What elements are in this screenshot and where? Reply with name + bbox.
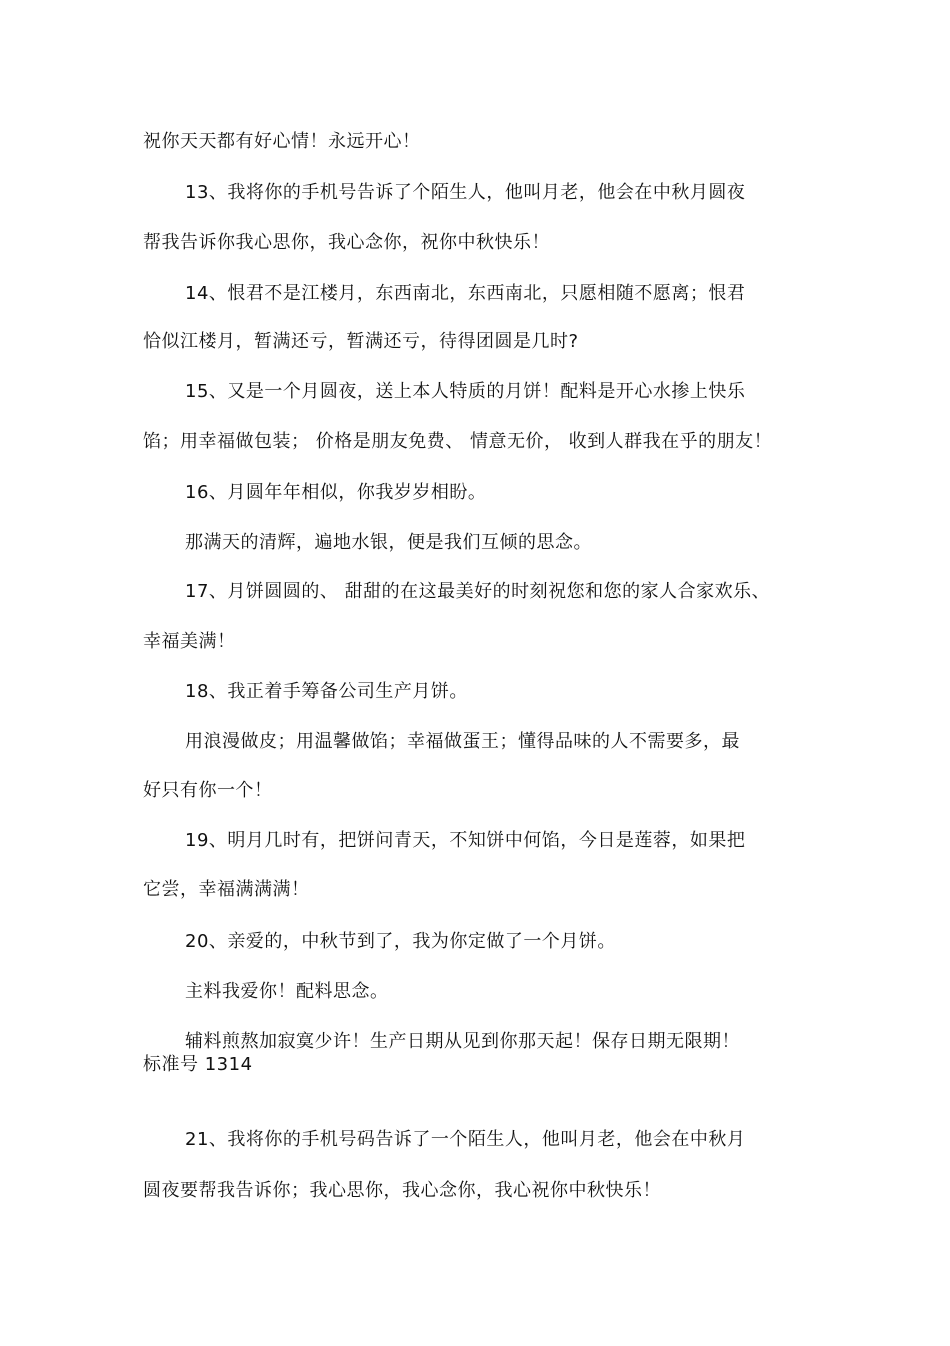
text-line: 馅；用幸福做包装； 价格是朋友免费、 情意无价， 收到人群我在乎的朋友！ [143, 431, 773, 452]
text-line: 15、又是一个月圆夜，送上本人特质的月饼！配料是开心水掺上快乐 [185, 381, 746, 402]
text-line: 19、明月几时有，把饼问青天，不知饼中何馅，今日是莲蓉，如果把 [185, 830, 746, 851]
text-line: 主料我爱你！配料思念。 [185, 981, 389, 1002]
text-line: 用浪漫做皮；用温馨做馅；幸福做蛋王；懂得品味的人不需要多，最 [185, 731, 740, 752]
text-line: 圆夜要帮我告诉你；我心思你，我心念你，我心祝你中秋快乐！ [143, 1180, 661, 1201]
text-line: 辅料煎熬加寂寞少许！生产日期从见到你那天起！保存日期无限期！ [185, 1031, 740, 1052]
text-line: 标准号 1314 [143, 1054, 253, 1075]
text-line: 帮我告诉你我心思你，我心念你，祝你中秋快乐！ [143, 232, 550, 253]
text-line: 好只有你一个！ [143, 780, 273, 801]
text-line: 18、我正着手筹备公司生产月饼。 [185, 681, 468, 702]
text-line: 16、月圆年年相似，你我岁岁相盼。 [185, 482, 487, 503]
text-line: 13、我将你的手机号告诉了个陌生人，他叫月老，他会在中秋月圆夜 [185, 182, 746, 203]
text-line: 幸福美满！ [143, 631, 236, 652]
text-line: 那满天的清辉，遍地水银，便是我们互倾的思念。 [185, 532, 592, 553]
text-line: 20、亲爱的，中秋节到了，我为你定做了一个月饼。 [185, 931, 616, 952]
text-line: 恰似江楼月，暂满还亏，暂满还亏，待得团圆是几时? [143, 331, 579, 352]
text-line: 21、我将你的手机号码告诉了一个陌生人，他叫月老，他会在中秋月 [185, 1129, 746, 1150]
text-line: 它尝，幸福满满满！ [143, 879, 310, 900]
text-line: 17、月饼圆圆的、 甜甜的在这最美好的时刻祝您和您的家人合家欢乐、 [185, 581, 771, 602]
text-line: 14、恨君不是江楼月，东西南北，东西南北，只愿相随不愿离；恨君 [185, 283, 746, 304]
text-line: 祝你天天都有好心情！永远开心！ [143, 131, 421, 152]
